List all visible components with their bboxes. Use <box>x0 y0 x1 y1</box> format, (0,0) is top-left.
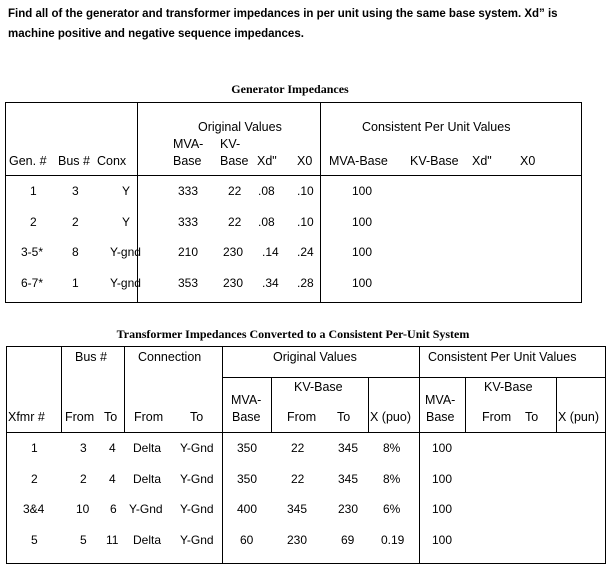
gen-cell-gen: 2 <box>30 215 37 229</box>
xfmr-border-top <box>6 346 606 347</box>
gen-col-xd: Xd" <box>257 154 277 168</box>
gen-cell-kv: 230 <box>223 245 244 259</box>
xfmr-col-kv-from: From <box>287 410 317 424</box>
xfmr-cell-x: 6% <box>383 502 401 516</box>
gen-group-original: Original Values <box>198 120 282 134</box>
xfmr-col-c-kv-to: To <box>525 410 539 424</box>
xfmr-col-conn-to: To <box>190 410 204 424</box>
xfmr-cell-to: 11 <box>106 533 119 547</box>
gen-cell-kv: 230 <box>223 276 244 290</box>
xfmr-col-conn-from: From <box>134 410 164 424</box>
xfmr-cell-c-mva: 100 <box>432 533 453 547</box>
xfmr-divider-c-mva <box>465 377 466 433</box>
xfmr-cell-mva: 400 <box>237 502 258 516</box>
xfmr-col-to: To <box>104 410 118 424</box>
xfmr-cell-mva: 350 <box>237 441 258 455</box>
xfmr-cell-conn-to: Y-Gnd <box>180 502 214 516</box>
xfmr-group-original: Original Values <box>273 350 357 364</box>
xfmr-subheader-rule <box>223 377 605 378</box>
generator-table-caption: Generator Impedances <box>231 82 349 96</box>
gen-col-kv-bottom: Base <box>220 154 249 168</box>
gen-col-mva-bottom: Base <box>173 154 202 168</box>
xfmr-cell-x: 8% <box>383 441 401 455</box>
gen-cell-kv: 22 <box>228 184 242 198</box>
xfmr-cell-from: 2 <box>80 472 87 486</box>
gen-cell-mva: 333 <box>178 184 199 198</box>
gen-cell-c-mva: 100 <box>352 184 373 198</box>
xfmr-cell-xfmr: 3&4 <box>23 502 45 516</box>
xfmr-cell-x: 0.19 <box>381 533 405 547</box>
gen-cell-gen: 6-7* <box>21 276 44 290</box>
gen-border-top <box>5 102 582 103</box>
gen-cell-kv: 22 <box>228 215 242 229</box>
xfmr-group-connection: Connection <box>138 350 202 364</box>
xfmr-divider-connection <box>222 346 223 564</box>
gen-divider-original <box>320 102 321 303</box>
gen-cell-x0: .10 <box>297 215 314 229</box>
gen-border-bottom <box>5 302 582 303</box>
xfmr-cell-conn-from: Delta <box>133 533 162 547</box>
xfmr-cell-kv-to: 345 <box>338 441 359 455</box>
xfmr-col-kv-to: To <box>337 410 351 424</box>
gen-col-bus: Bus # <box>58 154 90 168</box>
gen-cell-x0: .10 <box>297 184 314 198</box>
xfmr-cell-to: 4 <box>109 472 116 486</box>
gen-cell-bus: 2 <box>72 215 79 229</box>
xfmr-cell-kv-to: 345 <box>338 472 359 486</box>
xfmr-cell-conn-from: Y-Gnd <box>129 502 163 516</box>
gen-cell-mva: 333 <box>178 215 199 229</box>
xfmr-cell-conn-to: Y-Gnd <box>180 472 214 486</box>
gen-border-right <box>581 102 582 303</box>
xfmr-divider-kv <box>368 377 369 433</box>
xfmr-col-mva-bottom: Base <box>232 410 261 424</box>
xfmr-border-left <box>6 346 7 564</box>
xfmr-cell-x: 8% <box>383 472 401 486</box>
gen-cell-conx: Y <box>122 184 131 198</box>
gen-cell-c-mva: 100 <box>352 215 373 229</box>
xfmr-cell-conn-to: Y-Gnd <box>180 441 214 455</box>
gen-header-rule <box>5 175 582 176</box>
gen-cell-conx: Y-gnd <box>110 245 141 259</box>
xfmr-divider-mva <box>271 377 272 433</box>
xfmr-col-mva-top: MVA- <box>231 393 262 407</box>
gen-col-c-mva: MVA-Base <box>329 154 388 168</box>
xfmr-cell-from: 3 <box>80 441 87 455</box>
gen-cell-mva: 353 <box>178 276 199 290</box>
gen-cell-conx: Y-gnd <box>110 276 141 290</box>
gen-col-c-x0: X0 <box>520 154 536 168</box>
xfmr-cell-c-mva: 100 <box>432 502 453 516</box>
xfmr-cell-kv-from: 345 <box>287 502 308 516</box>
xfmr-col-x-puo: X (puo) <box>370 410 411 424</box>
xfmr-cell-kv-from: 22 <box>291 441 305 455</box>
xfmr-col-x-pun: X (pun) <box>558 410 599 424</box>
gen-col-c-kv: KV-Base <box>410 154 459 168</box>
gen-col-c-xd: Xd" <box>472 154 492 168</box>
gen-col-gen: Gen. # <box>9 154 47 168</box>
gen-cell-xd: .34 <box>262 276 279 290</box>
xfmr-divider-c-kv <box>556 377 557 433</box>
xfmr-col-from: From <box>65 410 95 424</box>
xfmr-col-c-mva-top: MVA- <box>425 393 456 407</box>
xfmr-group-consistent: Consistent Per Unit Values <box>428 350 577 364</box>
gen-cell-gen: 3-5* <box>21 245 44 259</box>
xfmr-divider-bus <box>124 346 125 433</box>
gen-cell-bus: 3 <box>72 184 79 198</box>
gen-divider-conx <box>137 102 138 303</box>
gen-border-left <box>5 102 6 303</box>
xfmr-cell-kv-from: 22 <box>291 472 305 486</box>
gen-cell-x0: .28 <box>297 276 314 290</box>
gen-group-consistent: Consistent Per Unit Values <box>362 120 511 134</box>
xfmr-cell-to: 6 <box>110 502 117 516</box>
xfmr-divider-xfmr <box>61 346 62 433</box>
xfmr-col-kv-base: KV-Base <box>294 380 343 394</box>
xfmr-cell-mva: 60 <box>240 533 254 547</box>
xfmr-cell-kv-to: 230 <box>338 502 359 516</box>
xfmr-cell-c-mva: 100 <box>432 472 453 486</box>
gen-cell-x0: .24 <box>297 245 314 259</box>
xfmr-border-bottom <box>6 563 606 564</box>
gen-cell-conx: Y <box>122 215 131 229</box>
gen-col-mva-top: MVA- <box>173 137 204 151</box>
problem-statement: Find all of the generator and transformer impedances in per unit using the same base system. Xd” is machine positive and negative sequence impedances. <box>8 8 558 40</box>
gen-cell-gen: 1 <box>30 184 37 198</box>
xfmr-divider-original <box>419 346 420 564</box>
gen-col-x0: X0 <box>297 154 313 168</box>
gen-cell-c-mva: 100 <box>352 245 373 259</box>
gen-cell-xd: .08 <box>258 184 275 198</box>
xfmr-cell-conn-from: Delta <box>133 472 162 486</box>
xfmr-cell-xfmr: 2 <box>31 472 38 486</box>
gen-cell-xd: .08 <box>258 215 275 229</box>
xfmr-cell-mva: 350 <box>237 472 258 486</box>
gen-col-kv-top: KV- <box>220 137 241 151</box>
gen-cell-xd: .14 <box>262 245 279 259</box>
gen-cell-mva: 210 <box>178 245 199 259</box>
gen-cell-bus: 8 <box>72 245 79 259</box>
xfmr-cell-kv-from: 230 <box>287 533 308 547</box>
xfmr-cell-from: 10 <box>76 502 90 516</box>
xfmr-col-c-kv-from: From <box>482 410 512 424</box>
xfmr-cell-xfmr: 1 <box>31 441 38 455</box>
gen-col-conx: Conx <box>97 154 127 168</box>
gen-cell-c-mva: 100 <box>352 276 373 290</box>
xfmr-cell-to: 4 <box>109 441 116 455</box>
xfmr-cell-c-mva: 100 <box>432 441 453 455</box>
xfmr-col-xfmr: Xfmr # <box>8 410 45 424</box>
xfmr-cell-kv-to: 69 <box>341 533 355 547</box>
transformer-table-caption: Transformer Impedances Converted to a Consistent Per-Unit System <box>116 327 470 341</box>
xfmr-cell-conn-from: Delta <box>133 441 162 455</box>
xfmr-col-c-kv-base: KV-Base <box>484 380 533 394</box>
xfmr-cell-from: 5 <box>80 533 87 547</box>
xfmr-header-rule <box>6 432 606 433</box>
xfmr-cell-xfmr: 5 <box>31 533 38 547</box>
xfmr-border-right <box>605 346 606 564</box>
xfmr-col-c-mva-bottom: Base <box>426 410 455 424</box>
xfmr-cell-conn-to: Y-Gnd <box>180 533 214 547</box>
gen-cell-bus: 1 <box>72 276 79 290</box>
xfmr-group-bus: Bus # <box>75 350 107 364</box>
